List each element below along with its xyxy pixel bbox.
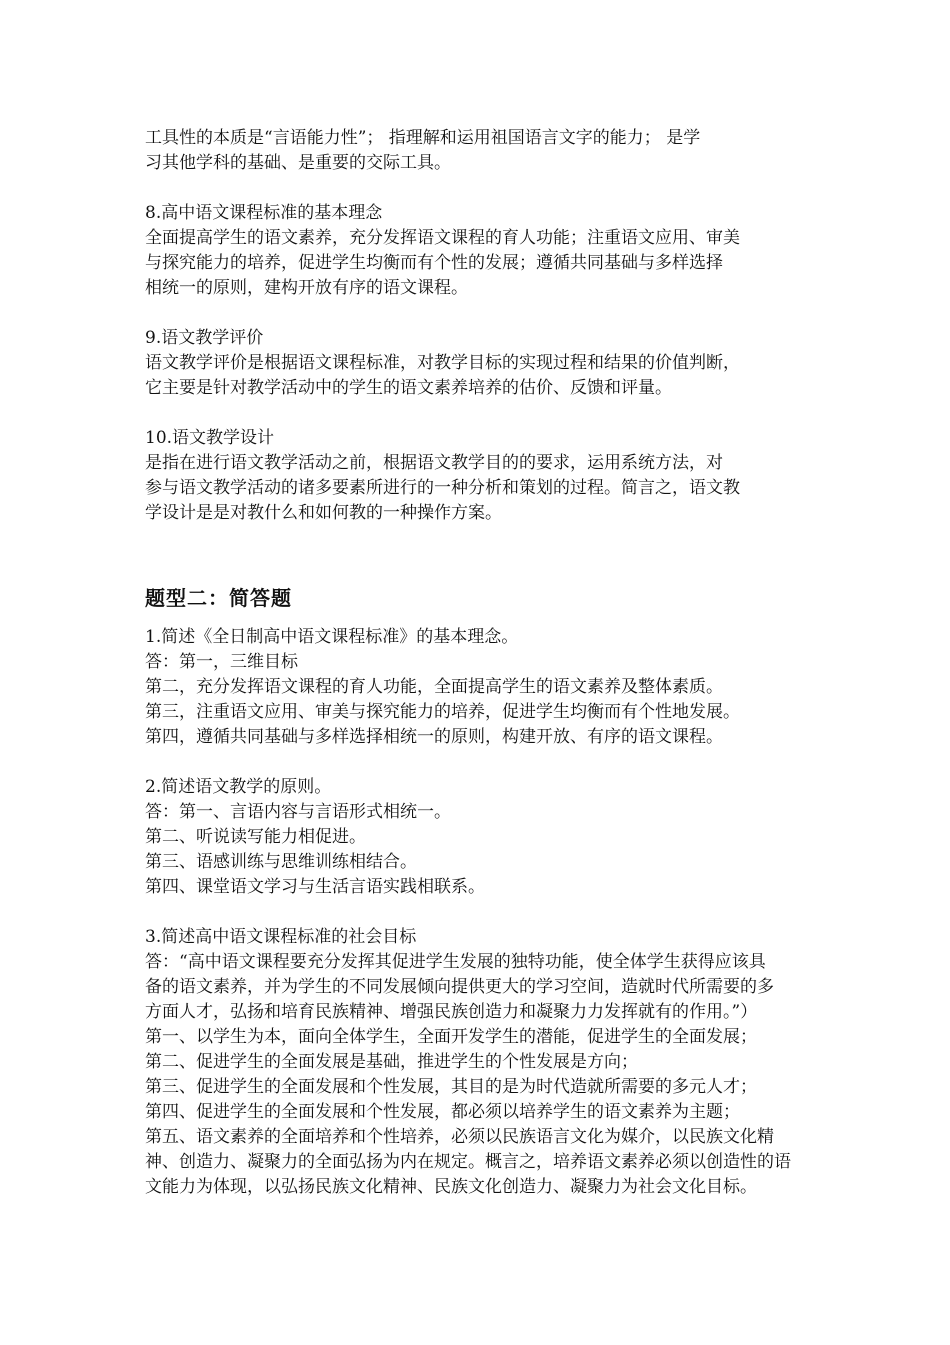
item-9-title: 9.语文教学评价 xyxy=(145,328,264,348)
item-10-text: 是指在进行语文教学活动之前，根据语文教学目的的要求，运用系统方法，对 xyxy=(145,453,723,473)
question-1-answer: 第三，注重语文应用、审美与探究能力的培养，促进学生均衡而有个性地发展。 xyxy=(145,702,740,722)
question-1-title: 1.简述《全日制高中语文课程标准》的基本理念。 xyxy=(145,627,519,647)
section-heading: 题型二：简答题 xyxy=(145,586,292,610)
question-2-answer: 第四、课堂语文学习与生活言语实践相联系。 xyxy=(145,877,485,897)
question-2-answer: 第二、听说读写能力相促进。 xyxy=(145,827,366,847)
item-8-text: 与探究能力的培养，促进学生均衡而有个性的发展；遵循共同基础与多样选择 xyxy=(145,253,723,273)
item-9-text: 语文教学评价是根据语文课程标准，对教学目标的实现过程和结果的价值判断， xyxy=(145,353,740,373)
question-3-answer: 方面人才，弘扬和培育民族精神、增强民族创造力和凝聚力力发挥就有的作用。”） xyxy=(145,1002,758,1022)
question-3-answer: 第四、促进学生的全面发展和个性发展，都必须以培养学生的语文素养为主题； xyxy=(145,1102,740,1122)
item-9-text: 它主要是针对教学活动中的学生的语文素养培养的估价、反馈和评量。 xyxy=(145,378,672,398)
question-3-answer: 文能力为体现，以弘扬民族文化精神、民族文化创造力、凝聚力为社会文化目标。 xyxy=(145,1177,757,1197)
item-10-text: 参与语文教学活动的诸多要素所进行的一种分析和策划的过程。简言之，语文教 xyxy=(145,478,740,498)
intro-line: 工具性的本质是“言语能力性”； 指理解和运用祖国语言文字的能力； 是学 xyxy=(145,128,701,148)
question-2-title: 2.简述语文教学的原则。 xyxy=(145,777,332,797)
item-10-title: 10.语文教学设计 xyxy=(145,428,275,448)
question-2-answer: 答：第一、言语内容与言语形式相统一。 xyxy=(145,802,451,822)
question-3-answer: 第一、以学生为本，面向全体学生，全面开发学生的潜能，促进学生的全面发展； xyxy=(145,1027,757,1047)
item-8-title: 8.高中语文课程标准的基本理念 xyxy=(145,203,383,223)
question-1-answer: 第二，充分发挥语文课程的育人功能，全面提高学生的语文素养及整体素质。 xyxy=(145,677,723,697)
question-3-answer: 第三、促进学生的全面发展和个性发展，其目的是为时代造就所需要的多元人才； xyxy=(145,1077,757,1097)
item-8-text: 相统一的原则，建构开放有序的语文课程。 xyxy=(145,278,468,298)
question-1-answer: 答：第一，三维目标 xyxy=(145,652,298,672)
item-10-text: 学设计是是对教什么和如何教的一种操作方案。 xyxy=(145,503,502,523)
question-1-answer: 第四，遵循共同基础与多样选择相统一的原则，构建开放、有序的语文课程。 xyxy=(145,727,723,747)
question-3-answer: 神、创造力、凝聚力的全面弘扬为内在规定。概言之，培养语文素养必须以创造性的语 xyxy=(145,1152,791,1172)
question-3-answer: 第二、促进学生的全面发展是基础，推进学生的个性发展是方向； xyxy=(145,1052,638,1072)
question-2-answer: 第三、语感训练与思维训练相结合。 xyxy=(145,852,417,872)
question-3-answer: 答：“高中语文课程要充分发挥其促进学生发展的独特功能，使全体学生获得应该具 xyxy=(145,952,766,972)
intro-line: 习其他学科的基础、是重要的交际工具。 xyxy=(145,153,451,173)
question-3-answer: 备的语文素养，并为学生的不同发展倾向提供更大的学习空间，造就时代所需要的多 xyxy=(145,977,774,997)
question-3-answer: 第五、语文素养的全面培养和个性培养，必须以民族语言文化为媒介，以民族文化精 xyxy=(145,1127,774,1147)
question-3-title: 3.简述高中语文课程标准的社会目标 xyxy=(145,927,417,947)
item-8-text: 全面提高学生的语文素养，充分发挥语文课程的育人功能；注重语文应用、审美 xyxy=(145,228,740,248)
